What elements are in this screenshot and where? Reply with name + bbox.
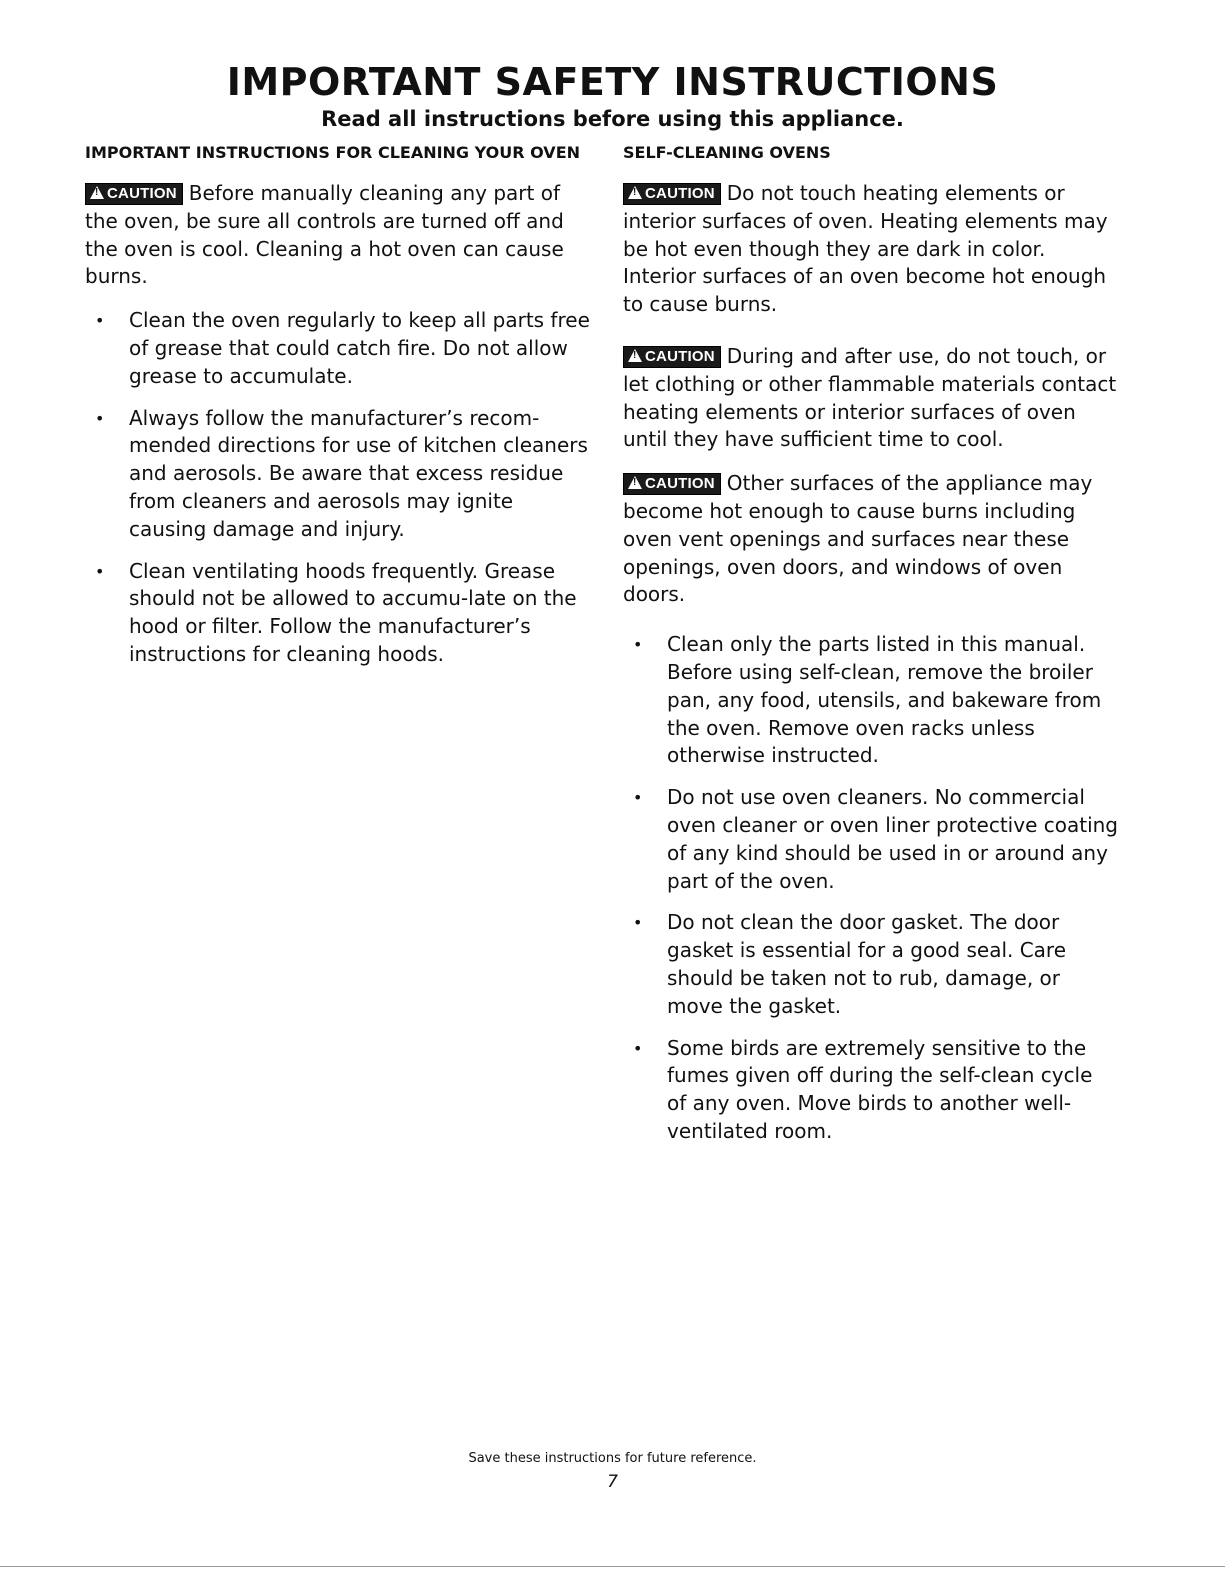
- warning-triangle-icon: [628, 186, 642, 199]
- caution-badge: !CAUTION: [85, 183, 183, 205]
- list-item: • Some birds are extremely sensitive to the fumes given off during the self-clean cycle of any oven. Move birds to another well-ventilated room.: [633, 1035, 1093, 1143]
- caution-badge: !CAUTION: [623, 473, 721, 495]
- warning-triangle-icon: [90, 186, 104, 199]
- section-heading-self-cleaning: SELF-CLEANING OVENS: [623, 143, 831, 162]
- page-title: IMPORTANT SAFETY INSTRUCTIONS: [226, 60, 999, 104]
- bullet-icon: •: [95, 311, 105, 331]
- caution-paragraph: [623, 470, 1118, 609]
- list-item: • Clean only the parts listed in this manual. Before using self-clean, remove the broiler pan, any food, utensils, and bakeware from the oven. Remove oven racks unless otherwise instructed.: [633, 632, 1102, 768]
- page-number: 7: [607, 1472, 618, 1492]
- page-subtitle: Read all instructions before using this appliance.: [321, 107, 904, 131]
- caution-text: Do not touch heating elements or interior surfaces of oven. Heating elements may be hot even though they are dark in color. Interior surfaces of an oven become hot enough to cause burns.: [623, 181, 1108, 317]
- caution-paragraph: [623, 180, 1118, 319]
- caution-text: Other surfaces of the appliance may become hot enough to cause burns including oven vent openings and surfaces near these openings, oven doors, and windows of oven doors.: [623, 471, 1093, 607]
- caution-badge: !CAUTION: [623, 346, 721, 368]
- left-column: [85, 142, 590, 683]
- bottom-divider: [0, 1566, 1225, 1567]
- list-item: • Clean the oven regularly to keep all parts free of grease that could catch fire. Do not allow grease to accumulate.: [95, 308, 590, 388]
- caution-paragraph: [85, 180, 590, 291]
- bullet-list: [85, 307, 590, 669]
- list-item: • Do not use oven cleaners. No commercial oven cleaner or oven liner protective coating of any kind should be used in or around any part of the oven.: [633, 785, 1118, 893]
- bullet-icon: •: [633, 635, 643, 655]
- caution-text: During and after use, do not touch, or let clothing or other flammable materials contact heating elements or interior surfaces of oven until they have sufficient time to cool.: [623, 343, 1117, 452]
- bullet-icon: •: [95, 561, 105, 581]
- bullet-icon: •: [633, 913, 643, 933]
- warning-triangle-icon: [628, 476, 642, 489]
- footer-note: Save these instructions for future reference.: [468, 1451, 757, 1466]
- bullet-list: [623, 631, 1118, 1146]
- bullet-icon: •: [95, 408, 105, 428]
- list-item: • Do not clean the door gasket. The door gasket is essential for a good seal. Care should be taken not to rub, damage, or move the gasket.: [633, 910, 1067, 1018]
- bullet-icon: •: [633, 788, 643, 808]
- list-item: • Clean ventilating hoods frequently. Grease should not be allowed to accumu-late on the hood or filter. Follow the manufacturer’s instructions for cleaning hoods.: [95, 558, 577, 666]
- bullet-icon: •: [633, 1038, 643, 1058]
- caution-badge: !CAUTION: [623, 183, 721, 205]
- right-column: [623, 142, 1118, 1160]
- warning-triangle-icon: [628, 349, 642, 362]
- section-heading-cleaning: IMPORTANT INSTRUCTIONS FOR CLEANING YOUR OVEN: [85, 143, 581, 162]
- caution-paragraph: [623, 343, 1118, 454]
- list-item: • Always follow the manufacturer’s recom-mended directions for use of kitchen cleaners and aerosols. Be aware that excess residue from cleaners and aerosols may ignite causing damage and injury.: [95, 405, 588, 541]
- caution-text: Before manually cleaning any part of the oven, be sure all controls are turned off and the oven is cool. Cleaning a hot oven can cause burns.: [85, 181, 564, 289]
